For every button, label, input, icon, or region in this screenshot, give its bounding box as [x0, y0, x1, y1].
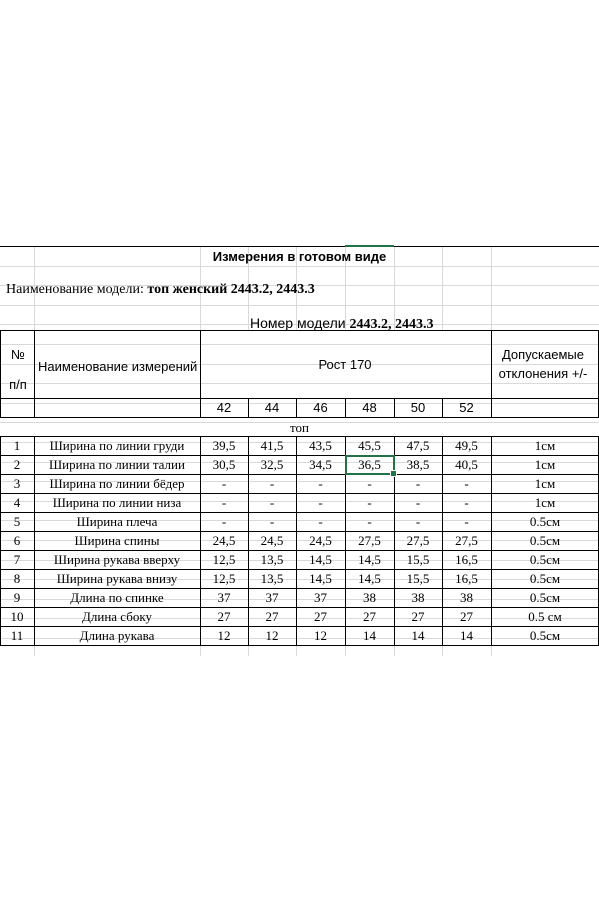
- value-cell[interactable]: 30,5: [212, 457, 236, 472]
- value-cell[interactable]: -: [415, 514, 421, 529]
- size-header-50[interactable]: 50: [410, 400, 426, 415]
- value-cell[interactable]: 40,5: [455, 457, 478, 472]
- gridline-h: [0, 305, 599, 306]
- value-cell[interactable]: -: [367, 495, 372, 510]
- value-cell[interactable]: 27,5: [358, 533, 381, 548]
- tolerance-cell[interactable]: 1см: [534, 457, 556, 472]
- gridline-v: [345, 645, 346, 656]
- value-cell[interactable]: -: [221, 495, 227, 510]
- value-cell[interactable]: -: [269, 495, 275, 510]
- value-cell[interactable]: -: [415, 495, 421, 510]
- section-label[interactable]: топ: [290, 420, 309, 435]
- value-cell[interactable]: 49,5: [455, 438, 478, 453]
- value-cell[interactable]: 37: [217, 590, 231, 605]
- value-cell[interactable]: 15,5: [406, 552, 430, 567]
- value-cell[interactable]: 16,5: [455, 571, 478, 586]
- row-number-cell[interactable]: 5: [13, 514, 21, 529]
- value-cell[interactable]: 24,5: [309, 533, 332, 548]
- value-cell[interactable]: 27: [460, 609, 473, 624]
- measure-name-cell[interactable]: Ширина рукава вверху: [53, 552, 181, 567]
- value-cell[interactable]: 43,5: [309, 438, 332, 453]
- value-cell[interactable]: 27: [217, 609, 231, 624]
- value-cell[interactable]: 24,5: [260, 533, 284, 548]
- value-cell[interactable]: -: [464, 495, 469, 510]
- value-cell[interactable]: 34,5: [309, 457, 332, 472]
- selected-cell[interactable]: [345, 455, 395, 475]
- border-h: [0, 417, 599, 418]
- value-cell[interactable]: -: [464, 476, 469, 491]
- tolerance-cell[interactable]: 0.5см: [529, 552, 561, 567]
- value-cell[interactable]: 13,5: [260, 552, 284, 567]
- value-cell[interactable]: -: [221, 514, 227, 529]
- value-cell[interactable]: 38: [363, 590, 376, 605]
- border-h: [0, 645, 599, 646]
- value-cell[interactable]: 12: [217, 628, 231, 643]
- value-cell[interactable]: 27,5: [406, 533, 430, 548]
- value-cell[interactable]: 12: [265, 628, 279, 643]
- value-cell[interactable]: 15,5: [406, 571, 430, 586]
- gridline-v: [442, 645, 443, 656]
- border-v: [0, 330, 1, 417]
- value-cell[interactable]: 27,5: [455, 533, 478, 548]
- value-cell[interactable]: -: [269, 514, 275, 529]
- value-cell[interactable]: 37: [314, 590, 327, 605]
- row-number-cell[interactable]: 6: [13, 533, 21, 548]
- measure-name-cell[interactable]: Ширина по линии бёдер: [49, 476, 185, 491]
- measure-name-cell[interactable]: Длина сбоку: [82, 609, 152, 624]
- measure-name-cell[interactable]: Ширина спины: [74, 533, 160, 548]
- gridline-v: [491, 645, 492, 656]
- value-cell[interactable]: 39,5: [212, 438, 236, 453]
- measure-name-cell[interactable]: Длина рукава: [79, 628, 155, 643]
- tolerance-cell[interactable]: 0.5см: [529, 514, 561, 529]
- row-number-cell[interactable]: 8: [13, 571, 21, 586]
- tolerance-cell[interactable]: 0.5см: [529, 571, 561, 586]
- tolerance-cell[interactable]: 0.5см: [529, 533, 561, 548]
- value-cell[interactable]: 38: [411, 590, 425, 605]
- measure-name-cell[interactable]: Ширина по линии низа: [52, 495, 182, 510]
- gridline-v: [34, 645, 35, 656]
- value-cell[interactable]: 14: [460, 628, 473, 643]
- value-cell[interactable]: 14,5: [358, 571, 381, 586]
- row-number-cell[interactable]: 9: [13, 590, 21, 605]
- value-cell[interactable]: 27: [314, 609, 327, 624]
- row-number-cell[interactable]: 1: [13, 438, 21, 453]
- sheet-title[interactable]: Измерения в готовом виде: [212, 249, 387, 264]
- measure-name-cell[interactable]: Ширина плеча: [76, 514, 158, 529]
- tolerance-cell[interactable]: 1см: [534, 495, 556, 510]
- value-cell[interactable]: 37: [265, 590, 279, 605]
- size-header-52[interactable]: 52: [459, 400, 474, 415]
- measure-name-cell[interactable]: Ширина рукава внизу: [56, 571, 178, 586]
- gridline-h: [0, 383, 599, 384]
- value-cell[interactable]: 45,5: [358, 438, 381, 453]
- value-cell[interactable]: 12,5: [212, 552, 236, 567]
- row-number-cell[interactable]: 10: [10, 609, 24, 624]
- active-column-indicator: [345, 245, 394, 247]
- value-cell[interactable]: 41,5: [260, 438, 284, 453]
- value-cell[interactable]: -: [367, 514, 372, 529]
- value-cell[interactable]: 47,5: [406, 438, 430, 453]
- row-number-cell[interactable]: 2: [13, 457, 21, 472]
- value-cell[interactable]: 14,5: [358, 552, 381, 567]
- measure-name-cell[interactable]: Длина по спинке: [70, 590, 164, 605]
- tolerance-cell[interactable]: 0.5см: [529, 628, 561, 643]
- measure-name-cell[interactable]: Ширина по линии груди: [49, 438, 185, 453]
- model-name-line[interactable]: [6, 281, 315, 299]
- size-header-42[interactable]: 42: [216, 400, 232, 415]
- spreadsheet: [0, 246, 599, 656]
- value-cell[interactable]: 38,5: [406, 457, 430, 472]
- value-cell[interactable]: 36,5: [358, 457, 381, 472]
- gridline-v: [394, 645, 395, 656]
- value-cell[interactable]: 27: [363, 609, 376, 624]
- value-cell[interactable]: -: [318, 495, 323, 510]
- row-number-cell[interactable]: 4: [13, 495, 21, 510]
- value-cell[interactable]: 14,5: [309, 571, 332, 586]
- header-tolerance-2[interactable]: отклонения +/-: [498, 366, 588, 381]
- value-cell[interactable]: 24,5: [212, 533, 236, 548]
- value-cell[interactable]: 38: [460, 590, 473, 605]
- value-cell[interactable]: 14,5: [309, 552, 332, 567]
- value-cell[interactable]: -: [464, 514, 469, 529]
- header-num-sub[interactable]: п/п: [9, 377, 27, 392]
- gridline-v: [200, 645, 201, 656]
- model-number-line[interactable]: [250, 314, 433, 334]
- model-name-prefix: Наименование модели:: [6, 282, 148, 297]
- row-number-cell[interactable]: 11: [10, 628, 24, 643]
- size-header-44[interactable]: 44: [264, 400, 280, 415]
- model-name-value: топ женский 2443.2, 2443.3: [147, 282, 315, 297]
- tolerance-cell[interactable]: 1см: [534, 438, 556, 453]
- row-number-cell[interactable]: 7: [13, 552, 21, 567]
- value-cell[interactable]: -: [269, 476, 275, 491]
- value-cell[interactable]: -: [415, 476, 421, 491]
- value-cell[interactable]: -: [367, 476, 372, 491]
- gridline-v: [296, 645, 297, 656]
- value-cell[interactable]: 14: [363, 628, 376, 643]
- row-number-cell[interactable]: 3: [13, 476, 21, 491]
- value-cell[interactable]: 27: [411, 609, 425, 624]
- tolerance-cell[interactable]: 0.5 см: [528, 609, 562, 624]
- value-cell[interactable]: 14: [411, 628, 425, 643]
- border-top: [0, 246, 599, 247]
- gridline-h: [0, 344, 599, 345]
- model-number-label: Номер модели: [250, 315, 350, 331]
- header-height[interactable]: Рост 170: [318, 357, 372, 372]
- value-cell[interactable]: 13,5: [260, 571, 284, 586]
- value-cell[interactable]: 12: [314, 628, 327, 643]
- value-cell[interactable]: -: [318, 476, 323, 491]
- value-cell[interactable]: 27: [265, 609, 279, 624]
- size-header-48[interactable]: 48: [362, 400, 377, 415]
- header-num[interactable]: №: [11, 347, 25, 362]
- gridline-v: [248, 645, 249, 656]
- value-cell[interactable]: 12,5: [212, 571, 236, 586]
- model-number-value: 2443.2, 2443.3: [349, 317, 434, 332]
- value-cell[interactable]: 16,5: [455, 552, 478, 567]
- value-cell[interactable]: 32,5: [260, 457, 284, 472]
- measure-name-cell[interactable]: Ширина по линии талии: [49, 457, 185, 472]
- tolerance-cell[interactable]: 0.5см: [529, 590, 561, 605]
- border-v: [34, 330, 35, 417]
- header-tolerance-1[interactable]: Допускаемые: [501, 347, 585, 362]
- value-cell[interactable]: -: [221, 476, 227, 491]
- tolerance-cell[interactable]: 1см: [534, 476, 556, 491]
- size-header-46[interactable]: 46: [313, 400, 328, 415]
- header-measure[interactable]: Наименование измерений: [38, 359, 198, 374]
- value-cell[interactable]: -: [318, 514, 323, 529]
- fill-handle[interactable]: [390, 470, 397, 477]
